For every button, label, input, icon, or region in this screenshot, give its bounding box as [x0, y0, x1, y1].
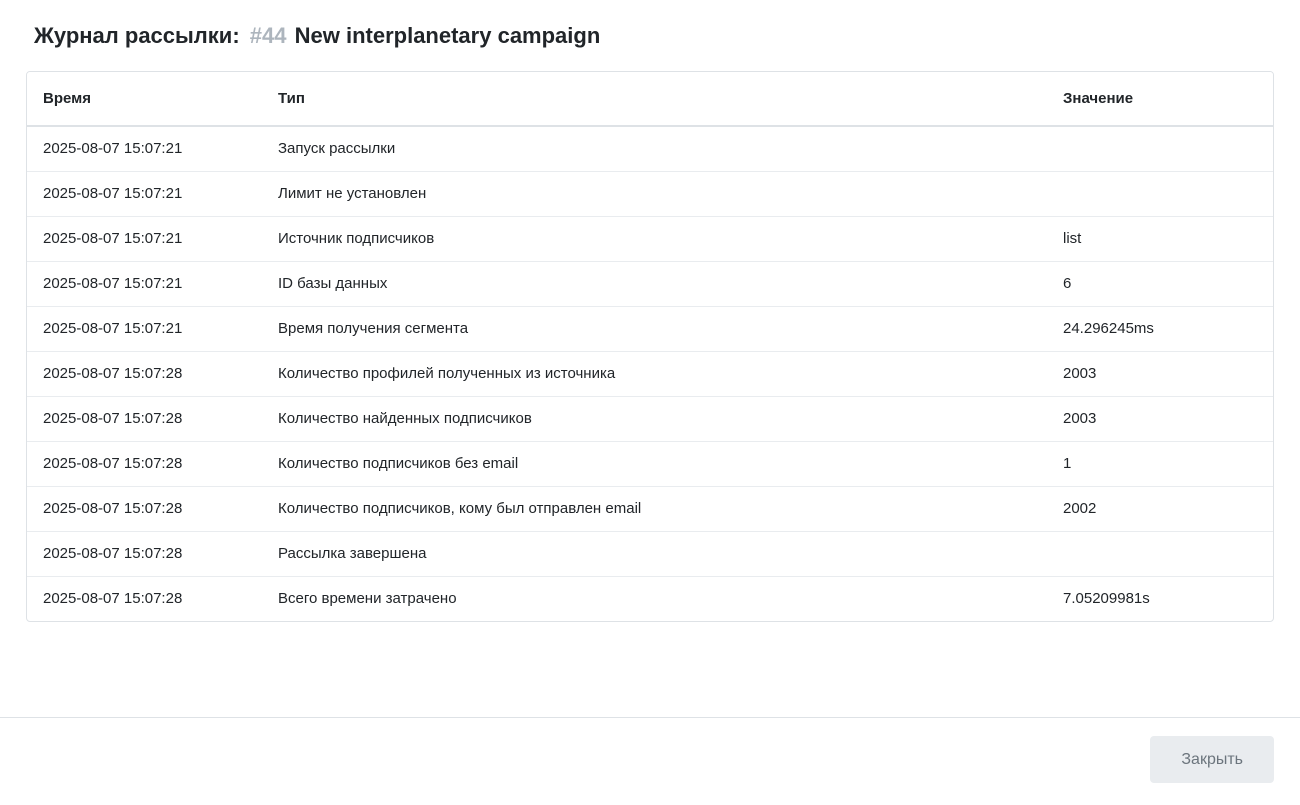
- cell-value: [1047, 531, 1273, 576]
- column-header-time: Время: [27, 72, 262, 126]
- table-header-row: [27, 72, 1273, 126]
- cell-value: 1: [1047, 441, 1273, 486]
- table-row: [27, 126, 1273, 172]
- cell-type: Время получения сегмента: [262, 306, 1047, 351]
- cell-value: 24.296245ms: [1047, 306, 1273, 351]
- log-table-body: [27, 126, 1273, 621]
- page-title-label: Журнал рассылки:: [34, 23, 240, 48]
- cell-type: Количество найденных подписчиков: [262, 396, 1047, 441]
- modal-header: [0, 0, 1300, 71]
- table-row: [27, 486, 1273, 531]
- cell-time: 2025-08-07 15:07:21: [27, 216, 262, 261]
- log-table-head: [27, 72, 1273, 126]
- cell-type: Количество подписчиков, кому был отправлен email: [262, 486, 1047, 531]
- cell-type: Количество профилей полученных из источника: [262, 351, 1047, 396]
- cell-value: [1047, 126, 1273, 172]
- modal-footer: [0, 717, 1300, 805]
- cell-value: 2003: [1047, 396, 1273, 441]
- cell-type: Запуск рассылки: [278, 139, 396, 157]
- cell-value: 6: [1047, 261, 1273, 306]
- campaign-name: New interplanetary campaign: [294, 23, 601, 48]
- table-row: [27, 216, 1273, 261]
- cell-time: 2025-08-07 15:07:28: [27, 351, 262, 396]
- cell-type: Лимит не установлен: [262, 171, 1047, 216]
- table-row: [27, 306, 1273, 351]
- log-table-container: [26, 71, 1274, 622]
- close-button[interactable]: Закрыть: [1150, 736, 1274, 783]
- cell-type: Рассылка завершена: [262, 531, 1047, 576]
- campaign-id: #44: [249, 23, 287, 48]
- page-title: [34, 22, 1266, 51]
- table-row: [27, 351, 1273, 396]
- cell-time: 2025-08-07 15:07:28: [27, 531, 262, 576]
- cell-value: 2002: [1047, 486, 1273, 531]
- cell-value: [1047, 171, 1273, 216]
- cell-value: 7.05209981s: [1047, 576, 1273, 621]
- table-row: [27, 261, 1273, 306]
- column-header-value: Значение: [1047, 72, 1273, 126]
- cell-time: 2025-08-07 15:07:21: [43, 139, 183, 157]
- table-row: [27, 396, 1273, 441]
- log-table: [27, 72, 1273, 621]
- table-row: [27, 576, 1273, 621]
- cell-time: 2025-08-07 15:07:21: [27, 306, 262, 351]
- modal-body: [0, 71, 1300, 697]
- cell-time: 2025-08-07 15:07:28: [27, 576, 262, 621]
- cell-value: list: [1047, 216, 1273, 261]
- table-row: [27, 441, 1273, 486]
- cell-time: 2025-08-07 15:07:21: [27, 171, 262, 216]
- table-row: [27, 171, 1273, 216]
- cell-type: Источник подписчиков: [262, 216, 1047, 261]
- cell-time: 2025-08-07 15:07:28: [27, 486, 262, 531]
- cell-type: Количество подписчиков без email: [262, 441, 1047, 486]
- table-row: [27, 531, 1273, 576]
- cell-value: 2003: [1047, 351, 1273, 396]
- cell-type: Всего времени затрачено: [262, 576, 1047, 621]
- cell-time: 2025-08-07 15:07:21: [27, 261, 262, 306]
- cell-type: ID базы данных: [262, 261, 1047, 306]
- column-header-type: Тип: [262, 72, 1047, 126]
- cell-time: 2025-08-07 15:07:28: [27, 441, 262, 486]
- cell-time: 2025-08-07 15:07:28: [27, 396, 262, 441]
